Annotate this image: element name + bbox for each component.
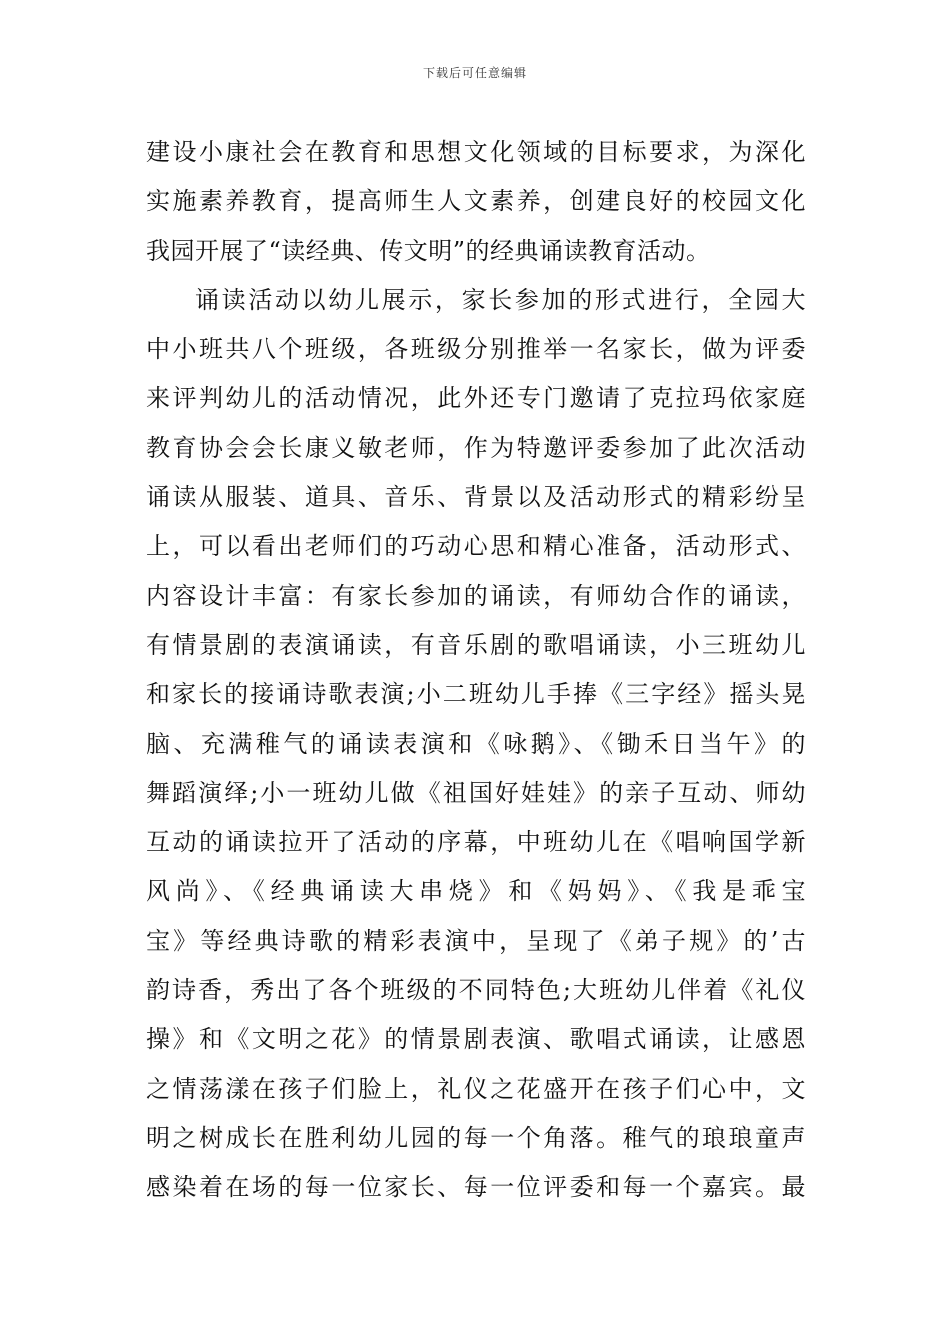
text-line: 实施素养教育，提高师生人文素养，创建良好的校园文化 [146, 187, 806, 216]
text-line: 教育协会会长康义敏老师，作为特邀评委参加了此次活动 [146, 433, 806, 462]
text-line: 脑、充满稚气的诵读表演和《咏鹅》、《锄禾日当午》的 [146, 729, 806, 758]
text-line: 诵读从服装、道具、音乐、背景以及活动形式的精彩纷呈 [146, 483, 806, 512]
text-line: 内容设计丰富：有家长参加的诵读，有师幼合作的诵读， [146, 581, 806, 610]
text-line: 韵诗香，秀出了各个班级的不同特色;大班幼儿伴着《礼仪 [146, 976, 806, 1005]
text-line: 互动的诵读拉开了活动的序幕，中班幼儿在《唱响国学新 [146, 828, 806, 857]
text-line: 来评判幼儿的活动情况，此外还专门邀请了克拉玛依家庭 [146, 384, 806, 413]
body-text [146, 128, 806, 1213]
text-line: 宝》等经典诗歌的精彩表演中，呈现了《弟子规》的’古 [146, 926, 806, 955]
text-line: 建设小康社会在教育和思想文化领域的目标要求，为深化 [146, 138, 806, 166]
text-line: 感染着在场的每一位家长、每一位评委和每一个嘉宾。最 [146, 1173, 806, 1202]
text-line: 我园开展了“读经典、传文明”的经典诵读教育活动。 [146, 236, 711, 265]
text-line: 风尚》、《经典诵读大串烧》和《妈妈》、《我是乖宝 [146, 877, 806, 906]
text-line: 明之树成长在胜利幼儿园的每一个角落。稚气的琅琅童声 [146, 1123, 806, 1152]
text-line: 有情景剧的表演诵读，有音乐剧的歌唱诵读，小三班幼儿 [146, 630, 806, 659]
text-line: 上，可以看出老师们的巧动心思和精心准备，活动形式、 [146, 532, 806, 561]
header-note: 下载后可任意编辑 [422, 66, 527, 80]
text-line: 和家长的接诵诗歌表演;小二班幼儿手捧《三字经》摇头晃 [146, 680, 806, 709]
text-line: 舞蹈演绎;小一班幼儿做《祖国好娃娃》的亲子互动、师幼 [146, 778, 806, 807]
paragraph-first-line: 诵读活动以幼儿展示，家长参加的形式进行，全园大 [195, 285, 806, 314]
text-line: 中小班共八个班级，各班级分别推举一名家长，做为评委 [146, 335, 806, 364]
text-line: 之情荡漾在孩子们脸上，礼仪之花盛开在孩子们心中，文 [146, 1074, 806, 1103]
text-line: 操》和《文明之花》的情景剧表演、歌唱式诵读，让感恩 [146, 1025, 806, 1054]
